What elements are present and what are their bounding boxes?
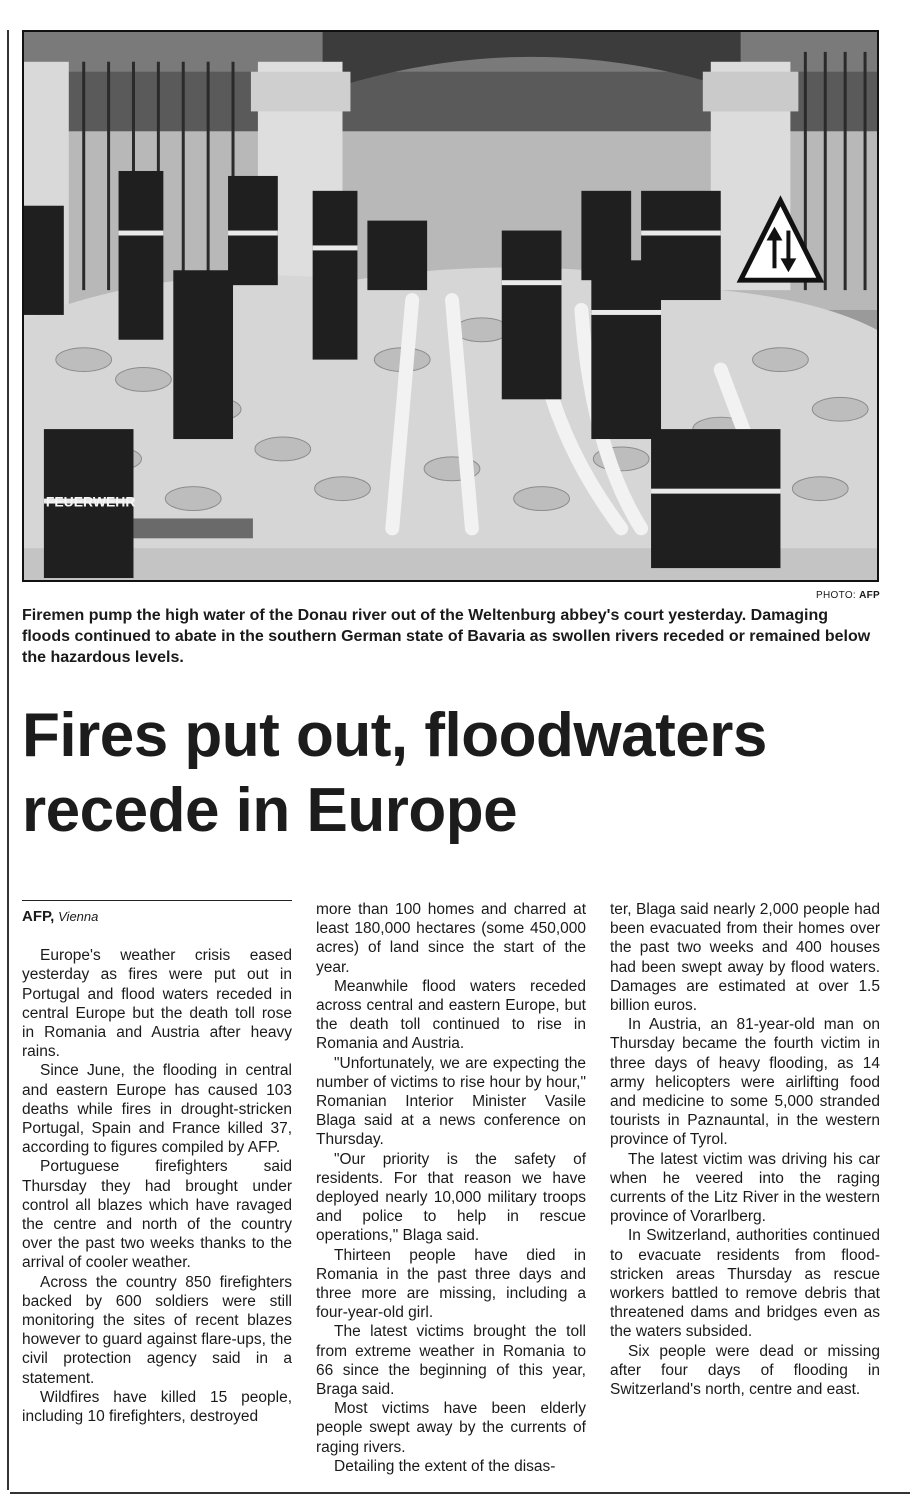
article-column-2 <box>316 900 586 1476</box>
paragraph: Portuguese firefighters said Thursday they had brought under control all blazes which have ravaged the centre and north of the country over the past two weeks thanks to the arrival of cooler weather. <box>22 1158 292 1272</box>
paragraph: Since June, the flooding in central and eastern Europe has caused 103 deaths while fires in drought-stricken Portugal, Spain and France killed 37, according to figures compiled by AFP. <box>22 1062 292 1157</box>
photo-credit-source: AFP <box>859 590 880 601</box>
byline <box>22 900 292 926</box>
article-column-3 <box>610 900 880 1399</box>
paragraph: The latest victim was driving his car when he veered into the raging currents of the Litz River in the western province of Vorarlberg. <box>610 1150 880 1226</box>
paragraph: more than 100 homes and charred at least 180,000 hectares (some 450,000 acres) of land since the start of the year. <box>316 901 586 976</box>
paragraph: Thirteen people have died in Romania in the past three days and three more are missing, including a four-year-old girl. <box>316 1246 586 1322</box>
paragraph: "Our priority is the safety of residents. For that reason we have deployed nearly 10,000 military troops and police to help in rescue operations," Blaga said. <box>316 1150 586 1245</box>
left-border-rule <box>7 30 9 1490</box>
byline-place: Vienna <box>58 909 99 924</box>
paragraph: Detailing the extent of the disas- <box>334 1457 556 1475</box>
paragraph: In Austria, an 81-year-old man on Thursday became the fourth victim in three days of heavy flooding, as 14 army helicopters were airlifting food and medicine to some 5,000 stranded tourists in Paznauntal, in the western province of Tyrol. <box>610 1016 880 1149</box>
photo-jacket-text: FEUERWEHR <box>45 493 136 510</box>
paragraph: "Unfortunately, we are expecting the number of victims to rise hour by hour," Romanian Interior Minister Vasile Blaga said at a news conference on Thursday. <box>316 1054 586 1149</box>
photo-caption: Firemen pump the high water of the Donau river out of the Weltenburg abbey's court yesterday. Damaging floods continued to abate in the southern German state of Bavaria as swollen rivers receded or remained below the hazardous levels. <box>22 607 871 666</box>
paragraph: In Switzerland, authorities continued to evacuate residents from flood-stricken areas Thursday as rescue workers battled to remove debris that threatened dams and bridges even as the waters subsided. <box>610 1227 880 1341</box>
news-photo <box>22 30 879 582</box>
paragraph: ter, Blaga said nearly 2,000 people had been evacuated from their homes over the past two weeks and 400 houses had been swept away by flood waters. Damages are estimated at over 1.5 billion euros. <box>610 901 880 1015</box>
paragraph: Across the country 850 firefighters backed by 600 soldiers were still monitoring the sites of recent blazes however to guard against flare-ups, the civil protection agency said in a statement. <box>22 1273 292 1387</box>
paragraph: Europe's weather crisis eased yesterday as fires were put out in Portugal and flood waters receded in central Europe but the death toll rose in Romania and Austria after heavy rains. <box>22 947 292 1061</box>
bottom-border-rule <box>10 1492 910 1494</box>
paragraph: The latest victims brought the toll from extreme weather in Romania to 66 since the beginning of this year, Braga said. <box>316 1323 586 1399</box>
article-column-1 <box>22 900 292 1426</box>
byline-agency: AFP, <box>22 908 55 925</box>
headline: Fires put out, floodwaters recede in Europe <box>22 701 767 845</box>
paragraph: Meanwhile flood waters receded across central and eastern Europe, but the death toll continued to rise in Romania and Austria. <box>316 977 586 1053</box>
paragraph: Six people were dead or missing after four days of flooding in Switzerland's north, centre and east. <box>610 1342 880 1399</box>
paragraph: Wildfires have killed 15 people, including 10 firefighters, destroyed <box>22 1388 292 1426</box>
paragraph: Most victims have been elderly people swept away by the currents of raging rivers. <box>316 1400 586 1456</box>
photo-credit-label: PHOTO: <box>816 590 856 601</box>
photo-credit <box>816 590 880 601</box>
flood-sandbag-photo-icon <box>24 32 877 580</box>
